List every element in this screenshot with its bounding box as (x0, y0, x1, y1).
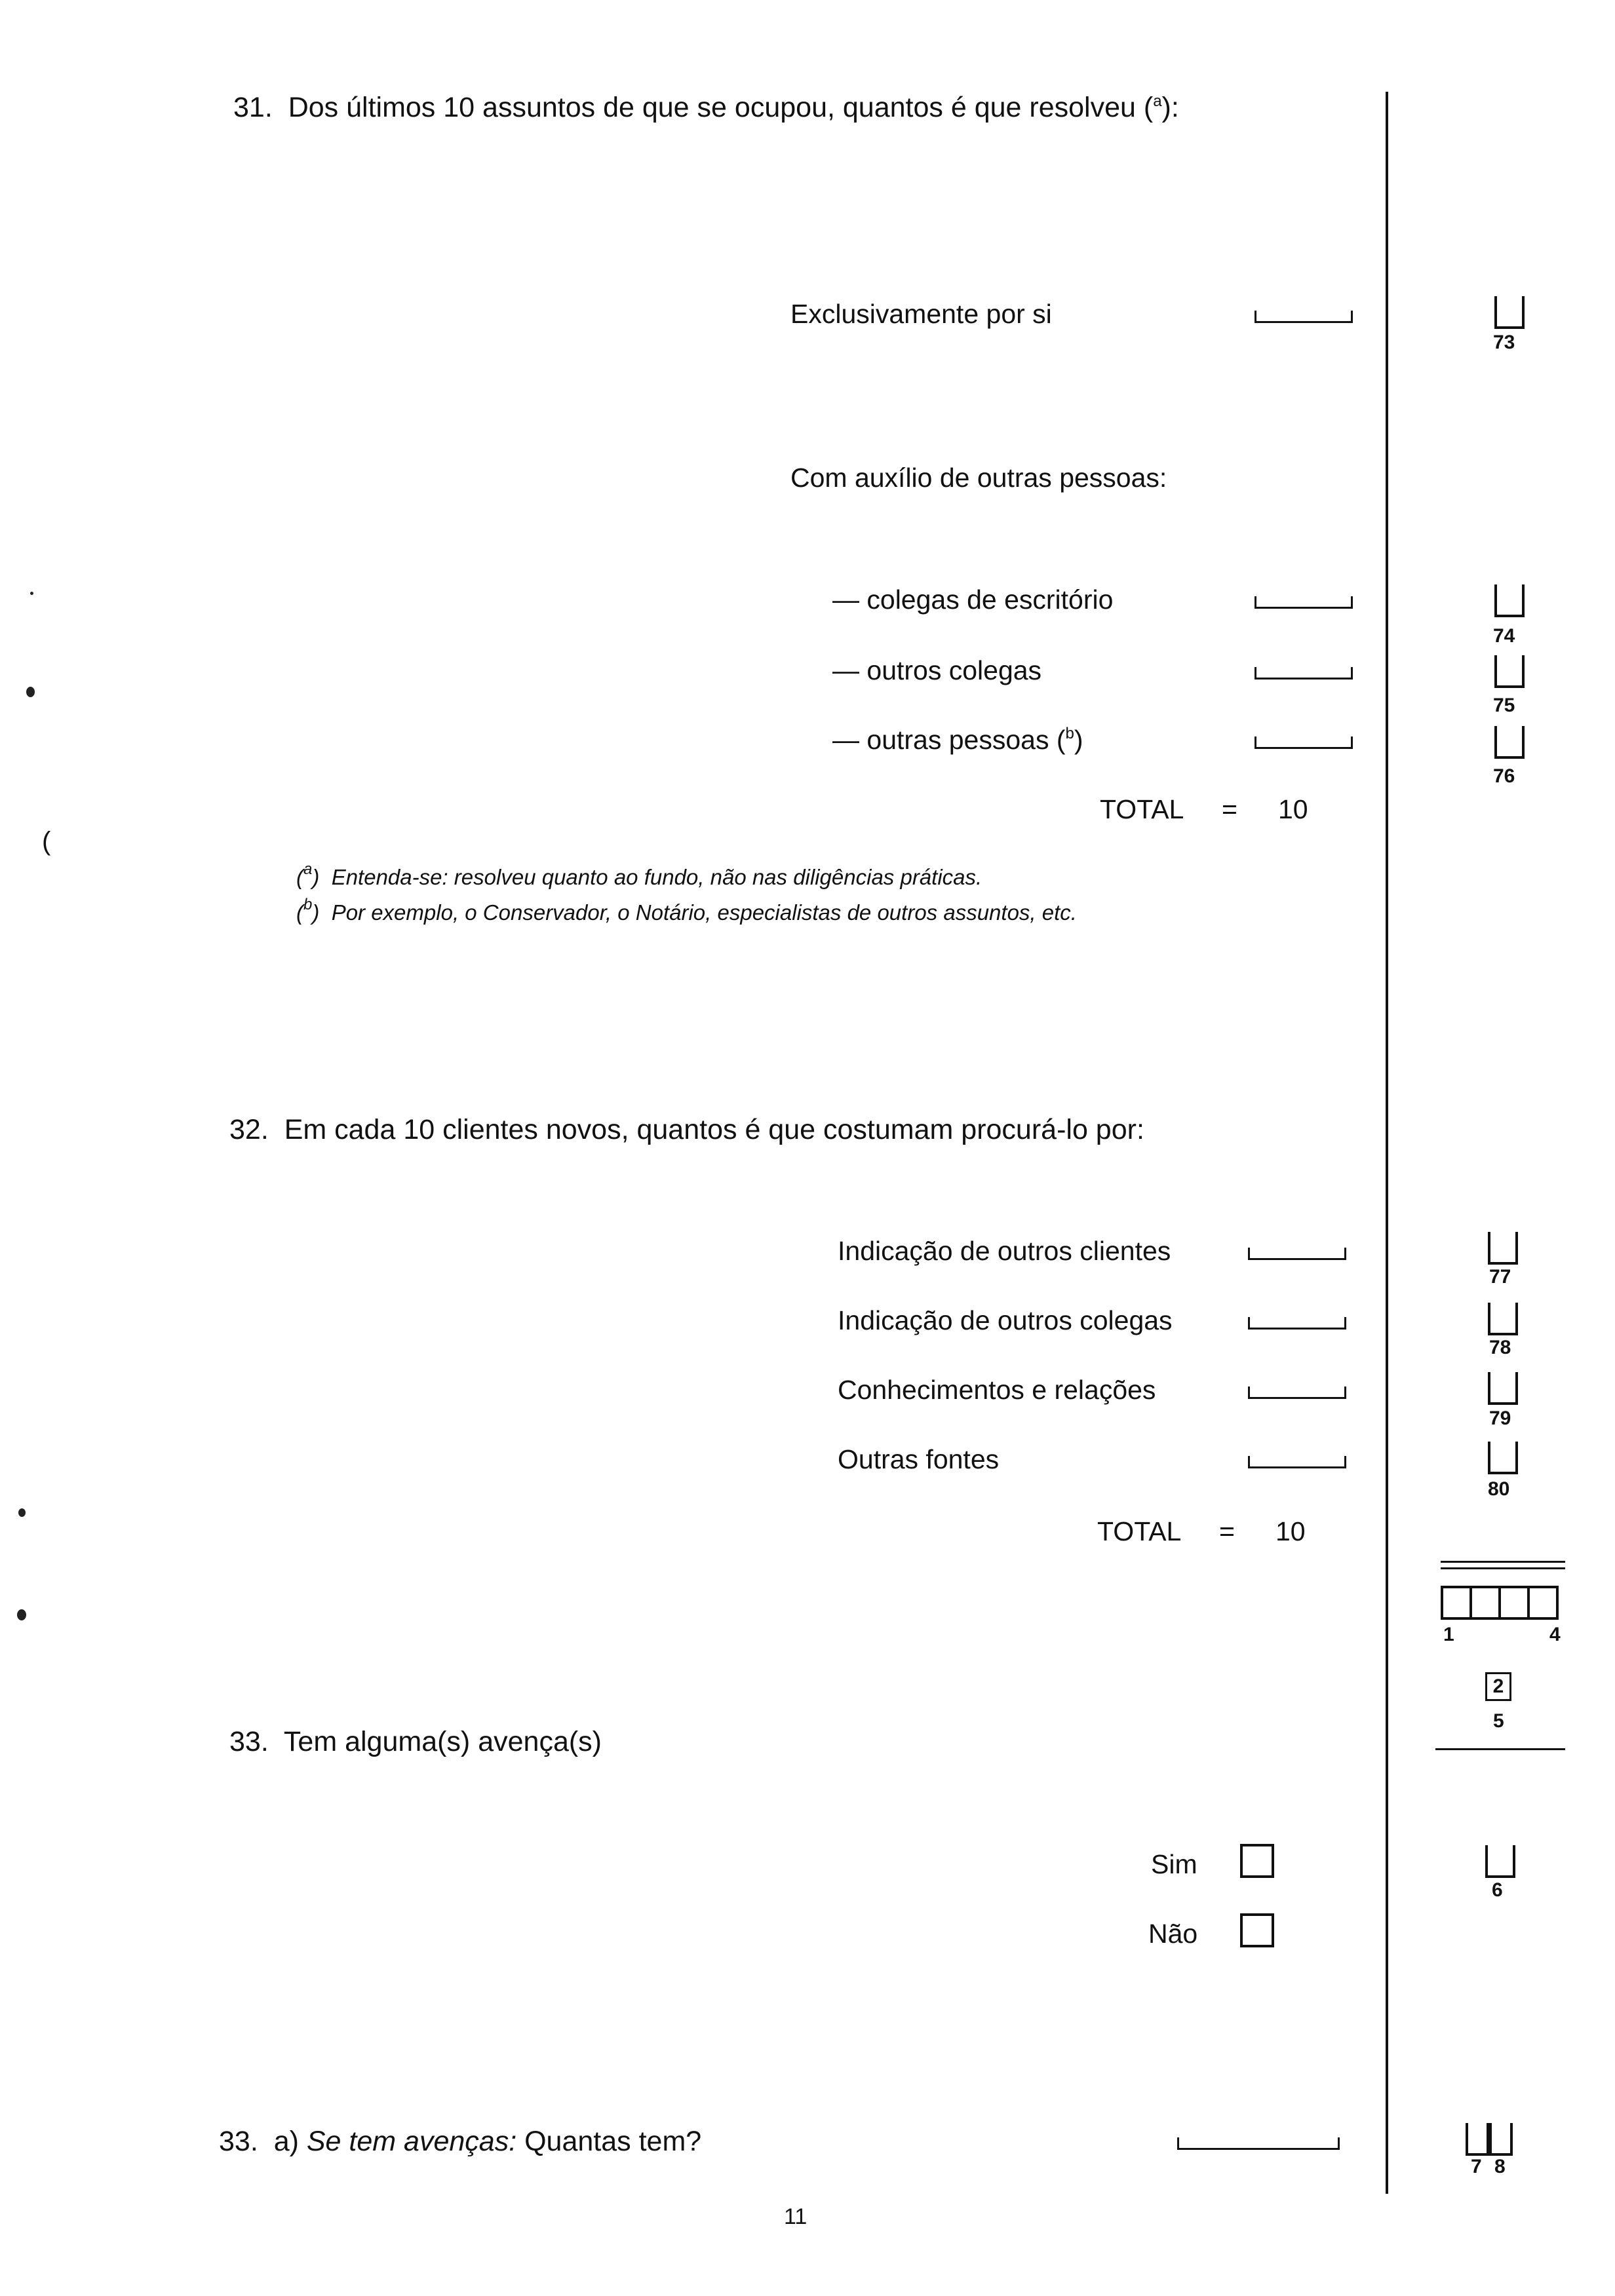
code-box-80[interactable] (1488, 1442, 1518, 1474)
q31-option3-marker: b (1065, 725, 1074, 742)
q32-option-outros-clientes: Indicação de outros clientes (838, 1236, 1171, 1266)
code-box-6[interactable] (1485, 1845, 1515, 1878)
q32-total-label: TOTAL (1097, 1516, 1182, 1546)
code-label-7: 7 (1471, 2156, 1482, 2177)
q32-option-conhecimentos-blank[interactable] (1248, 1387, 1346, 1399)
card-separator-bottom (1435, 1748, 1565, 1750)
q33-text: Tem alguma(s) avença(s) (283, 1726, 602, 1757)
q32-text: Em cada 10 clientes novos, quantos é que costumam procurá-lo por: (284, 1114, 1144, 1145)
card-boxed-code: 5 (1493, 1710, 1504, 1732)
card-separator-top-2 (1441, 1567, 1565, 1569)
code-label-79: 79 (1489, 1407, 1511, 1429)
code-box-79[interactable] (1488, 1372, 1518, 1405)
card-separator-top (1441, 1561, 1565, 1563)
stray-mark (18, 1508, 26, 1517)
code-box-75[interactable] (1494, 655, 1525, 688)
card-range-start: 1 (1443, 1624, 1454, 1645)
code-label-75: 75 (1493, 695, 1515, 716)
q31-heading (233, 92, 1179, 124)
stray-mark (26, 687, 35, 697)
q33a-prefix: a) (273, 2126, 299, 2157)
q31-exclusive-label: Exclusivamente por si (790, 299, 1052, 329)
q31-with-help-label: Com auxílio de outras pessoas: (790, 463, 1167, 493)
q31-total-eq: = (1222, 794, 1237, 824)
q33a-heading (219, 2126, 701, 2158)
q33a-text: Quantas tem? (524, 2126, 702, 2157)
q31-marker: a (1153, 92, 1162, 110)
q31-option-outras-pessoas-blank[interactable] (1255, 737, 1353, 749)
q33-no-checkbox[interactable] (1240, 1913, 1274, 1947)
q32-total-value: 10 (1275, 1516, 1306, 1546)
q31-total-value: 10 (1278, 794, 1308, 824)
card-cell[interactable] (1498, 1586, 1530, 1620)
q31-option-outros-colegas-blank[interactable] (1255, 667, 1353, 679)
q32-option-outros-colegas-blank[interactable] (1248, 1317, 1346, 1330)
card-cell[interactable] (1441, 1586, 1472, 1620)
q31-option-colegas-escritorio: — colegas de escritório (832, 584, 1114, 615)
q33-yes-label: Sim (1151, 1849, 1197, 1879)
q32-option-conhecimentos: Conhecimentos e relações (838, 1375, 1156, 1405)
q32-option-outras-fontes: Outras fontes (838, 1444, 1000, 1474)
code-label-73: 73 (1493, 332, 1515, 353)
card-cell[interactable] (1527, 1586, 1559, 1620)
code-label-76: 76 (1493, 765, 1515, 787)
card-cell[interactable] (1469, 1586, 1501, 1620)
q31-text: Dos últimos 10 assuntos de que se ocupou, quantos é que resolveu ( (288, 92, 1154, 123)
code-label-77: 77 (1489, 1266, 1511, 1288)
q33-yes-checkbox[interactable] (1240, 1844, 1274, 1878)
page-number: 11 (784, 2204, 808, 2229)
card-range-end: 4 (1549, 1624, 1561, 1645)
q33a-italic: Se tem avenças: (306, 2126, 517, 2157)
q32-number: 32. (229, 1114, 269, 1145)
q33-number: 33. (229, 1726, 269, 1757)
q33a-number: 33. (219, 2126, 258, 2157)
q31-option-colegas-escritorio-blank[interactable] (1255, 596, 1353, 609)
code-label-78: 78 (1489, 1337, 1511, 1358)
q31-number: 31. (233, 92, 273, 123)
code-label-74: 74 (1493, 625, 1515, 647)
q31-option-outras-pessoas: — outras pessoas ($^b$) (832, 725, 1083, 755)
q31-exclusive-blank[interactable] (1255, 311, 1353, 323)
code-box-8[interactable] (1487, 2123, 1513, 2156)
q32-option-outros-colegas: Indicação de outros colegas (838, 1305, 1173, 1335)
code-box-78[interactable] (1488, 1303, 1518, 1335)
margin-rule (1386, 92, 1388, 2194)
q32-option-outras-fontes-blank[interactable] (1248, 1456, 1346, 1468)
card-number-cells[interactable] (1441, 1586, 1556, 1620)
q33a-blank[interactable] (1177, 2137, 1340, 2150)
q32-heading (229, 1114, 1144, 1146)
stray-mark (17, 1609, 26, 1620)
code-box-77[interactable] (1488, 1232, 1518, 1265)
code-label-80: 80 (1488, 1478, 1510, 1500)
q31-footnote-a: ($^a$) Entenda-se: resolveu quanto ao fundo, não nas diligências práticas. (296, 860, 983, 889)
q33-no-label: Não (1148, 1919, 1198, 1949)
stray-mark: ( (42, 827, 51, 856)
code-label-6: 6 (1492, 1879, 1503, 1901)
code-label-8: 8 (1494, 2156, 1506, 2177)
stray-mark (30, 592, 33, 595)
q31-text-end: ): (1161, 92, 1179, 123)
card-boxed-value: 2 (1485, 1672, 1511, 1701)
q31-total-label: TOTAL (1100, 794, 1184, 824)
code-box-74[interactable] (1494, 584, 1525, 617)
q32-option-outros-clientes-blank[interactable] (1248, 1248, 1346, 1260)
q33-heading (229, 1726, 602, 1758)
q32-total-eq: = (1219, 1516, 1235, 1546)
q31-option-outros-colegas: — outros colegas (832, 655, 1042, 685)
q31-footnote-b: ($^b$) Por exemplo, o Conservador, o Notário, especialistas de outros assuntos, etc. (296, 896, 1077, 925)
code-box-73[interactable] (1494, 296, 1525, 329)
code-box-76[interactable] (1494, 726, 1525, 759)
